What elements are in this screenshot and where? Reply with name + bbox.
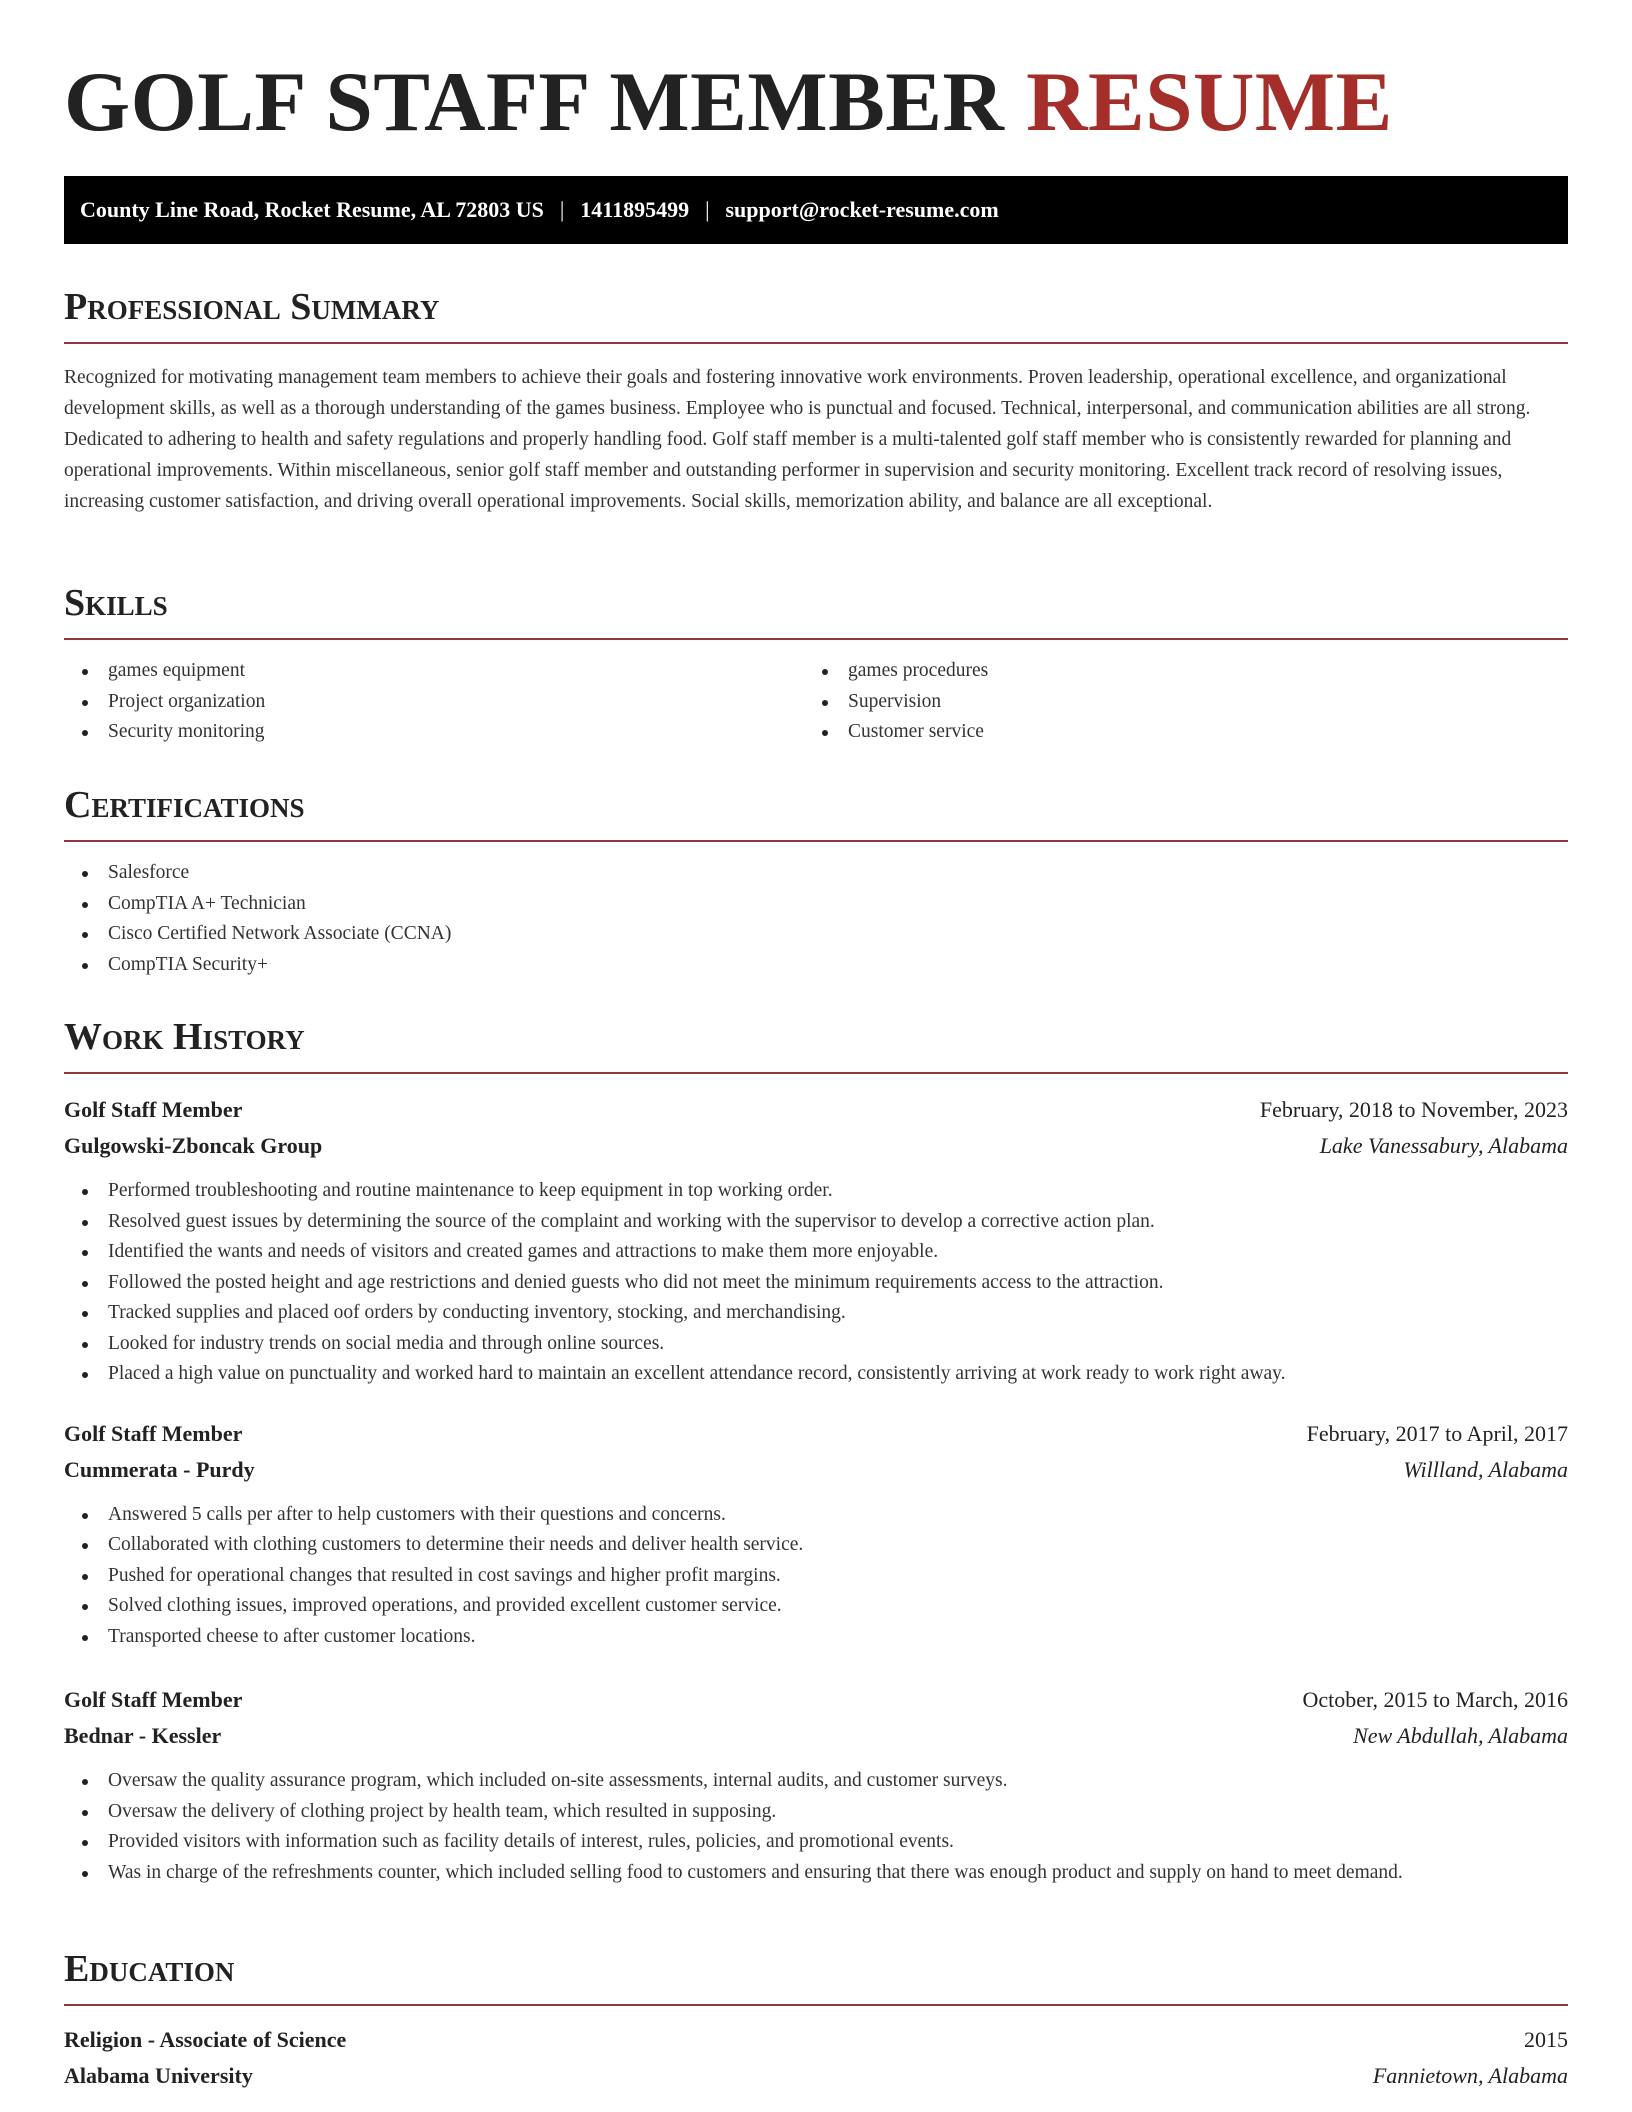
skill-item: games procedures — [804, 656, 1544, 687]
contact-address: County Line Road, Rocket Resume, AL 72803 US — [80, 197, 544, 222]
job-company: Bednar - Kessler — [64, 1723, 222, 1748]
contact-separator: | — [705, 197, 710, 222]
job-header-row — [64, 1092, 1568, 1128]
job-bullet: Placed a high value on punctuality and worked hard to maintain an excellent attendance record, consistently arriving at work ready to work right away. — [64, 1359, 1568, 1390]
job-header-row — [64, 1682, 1568, 1718]
skill-item: Supervision — [804, 687, 1544, 718]
skills-heading: Skills — [64, 584, 1568, 640]
job-bullet: Collaborated with clothing customers to determine their needs and deliver health service. — [64, 1530, 1568, 1561]
education-year: 2015 — [1524, 2027, 1568, 2052]
job-bullet: Tracked supplies and placed oof orders by conducting inventory, stocking, and merchandising. — [64, 1298, 1568, 1329]
contact-bar — [64, 176, 1568, 244]
contact-email[interactable]: support@rocket-resume.com — [725, 197, 999, 222]
skill-item: Project organization — [64, 687, 804, 718]
job-entry — [64, 1092, 1568, 1390]
job-title: Golf Staff Member — [64, 1420, 243, 1446]
job-bullets — [64, 1500, 1568, 1653]
education-section — [64, 1950, 1568, 2094]
certification-item: CompTIA A+ Technician — [64, 889, 1568, 920]
job-header-row — [64, 1416, 1568, 1452]
education-degree-row — [64, 2022, 1568, 2058]
skill-item: games equipment — [64, 656, 804, 687]
job-bullet: Solved clothing issues, improved operations, and provided excellent customer service. — [64, 1591, 1568, 1622]
job-company: Cummerata - Purdy — [64, 1456, 255, 1482]
contact-separator: | — [559, 197, 565, 222]
job-company-row — [64, 1128, 1568, 1164]
job-company-row — [64, 1718, 1568, 1754]
job-bullet: Transported cheese to after customer locations. — [64, 1622, 1568, 1653]
education-school: Alabama University — [64, 2063, 253, 2088]
certifications-list — [64, 858, 1568, 980]
skills-grid — [64, 656, 1568, 748]
job-bullet: Oversaw the delivery of clothing project by health team, which resulted in supposing. — [64, 1797, 1568, 1828]
job-dates: February, 2018 to November, 2023 — [1259, 1097, 1568, 1122]
education-location: Fannietown, Alabama — [1372, 2063, 1568, 2088]
education-entry — [64, 2022, 1568, 2094]
job-bullet: Was in charge of the refreshments counter, which included selling food to customers and ensuring that there was enough product and supply on hand to meet demand. — [64, 1858, 1568, 1889]
job-dates: February, 2017 to April, 2017 — [1306, 1420, 1568, 1446]
certification-item: CompTIA Security+ — [64, 950, 1568, 981]
certifications-heading: Certifications — [64, 786, 1568, 842]
job-bullet: Identified the wants and needs of visitors and created games and attractions to make them more enjoyable. — [64, 1237, 1568, 1268]
job-bullet: Pushed for operational changes that resulted in cost savings and higher profit margins. — [64, 1561, 1568, 1592]
job-bullets — [64, 1176, 1568, 1390]
job-entry — [64, 1682, 1568, 1888]
resume-title — [64, 55, 1393, 149]
skills-list-left — [64, 656, 804, 748]
job-location: Lake Vanessabury, Alabama — [1319, 1133, 1568, 1158]
job-bullet: Followed the posted height and age restrictions and denied guests who did not meet the minimum requirements access to the attraction. — [64, 1268, 1568, 1299]
education-heading: Education — [64, 1950, 1568, 2006]
job-bullet: Performed troubleshooting and routine maintenance to keep equipment in top working order. — [64, 1176, 1568, 1207]
job-dates: October, 2015 to March, 2016 — [1302, 1687, 1568, 1712]
job-bullet: Resolved guest issues by determining the source of the complaint and working with the supervisor to develop a corrective action plan. — [64, 1207, 1568, 1238]
job-title: Golf Staff Member — [64, 1687, 243, 1712]
job-bullet: Looked for industry trends on social media and through online sources. — [64, 1329, 1568, 1360]
job-entry — [64, 1416, 1568, 1653]
job-company-row — [64, 1452, 1568, 1488]
work-history-section — [64, 1018, 1568, 1888]
job-bullet: Answered 5 calls per after to help customers with their questions and concerns. — [64, 1500, 1568, 1531]
skill-item: Security monitoring — [64, 717, 804, 748]
job-location: New Abdullah, Alabama — [1353, 1723, 1568, 1748]
summary-text: Recognized for motivating management team members to achieve their goals and fostering innovative work environments. Proven leadership, operational excellence, and organizational development skills, as well as a thorough understanding of the games business. Employee who is punctual and focused. Technical, interpersonal, and communication abilities are all strong. Dedicated to adhering to health and safety regulations and properly handling food. Golf staff member is a multi-talented golf staff member who is consistently rewarded for planning and operational improvements. Within miscellaneous, senior golf staff member and outstanding performer in supervision and security monitoring. Excellent track record of resolving issues, increasing customer satisfaction, and driving overall operational improvements. Social skills, memorization ability, and balance are all exceptional. — [64, 367, 1531, 512]
work-history-heading: Work History — [64, 1018, 1568, 1074]
summary-section — [64, 288, 1568, 517]
job-company: Gulgowski-Zboncak Group — [64, 1133, 323, 1158]
job-bullets — [64, 1766, 1568, 1888]
skill-item: Customer service — [804, 717, 1544, 748]
certification-item: Salesforce — [64, 858, 1568, 889]
job-title: Golf Staff Member — [64, 1097, 243, 1122]
title-main: GOLF STAFF MEMBER — [64, 55, 1005, 149]
contact-phone: 1411895499 — [580, 197, 690, 222]
skills-list-right — [804, 656, 1544, 748]
job-location: Willland, Alabama — [1403, 1456, 1568, 1482]
job-bullet: Oversaw the quality assurance program, which included on-site assessments, internal audits, and customer surveys. — [64, 1766, 1568, 1797]
certification-item: Cisco Certified Network Associate (CCNA) — [64, 919, 1568, 950]
education-degree: Religion - Associate of Science — [64, 2027, 347, 2052]
title-accent: RESUME — [1026, 55, 1393, 149]
certifications-section — [64, 786, 1568, 980]
job-bullet: Provided visitors with information such as facility details of interest, rules, policies, and promotional events. — [64, 1827, 1568, 1858]
education-school-row — [64, 2058, 1568, 2094]
summary-heading: Professional Summary — [64, 288, 1568, 344]
skills-section — [64, 584, 1568, 748]
